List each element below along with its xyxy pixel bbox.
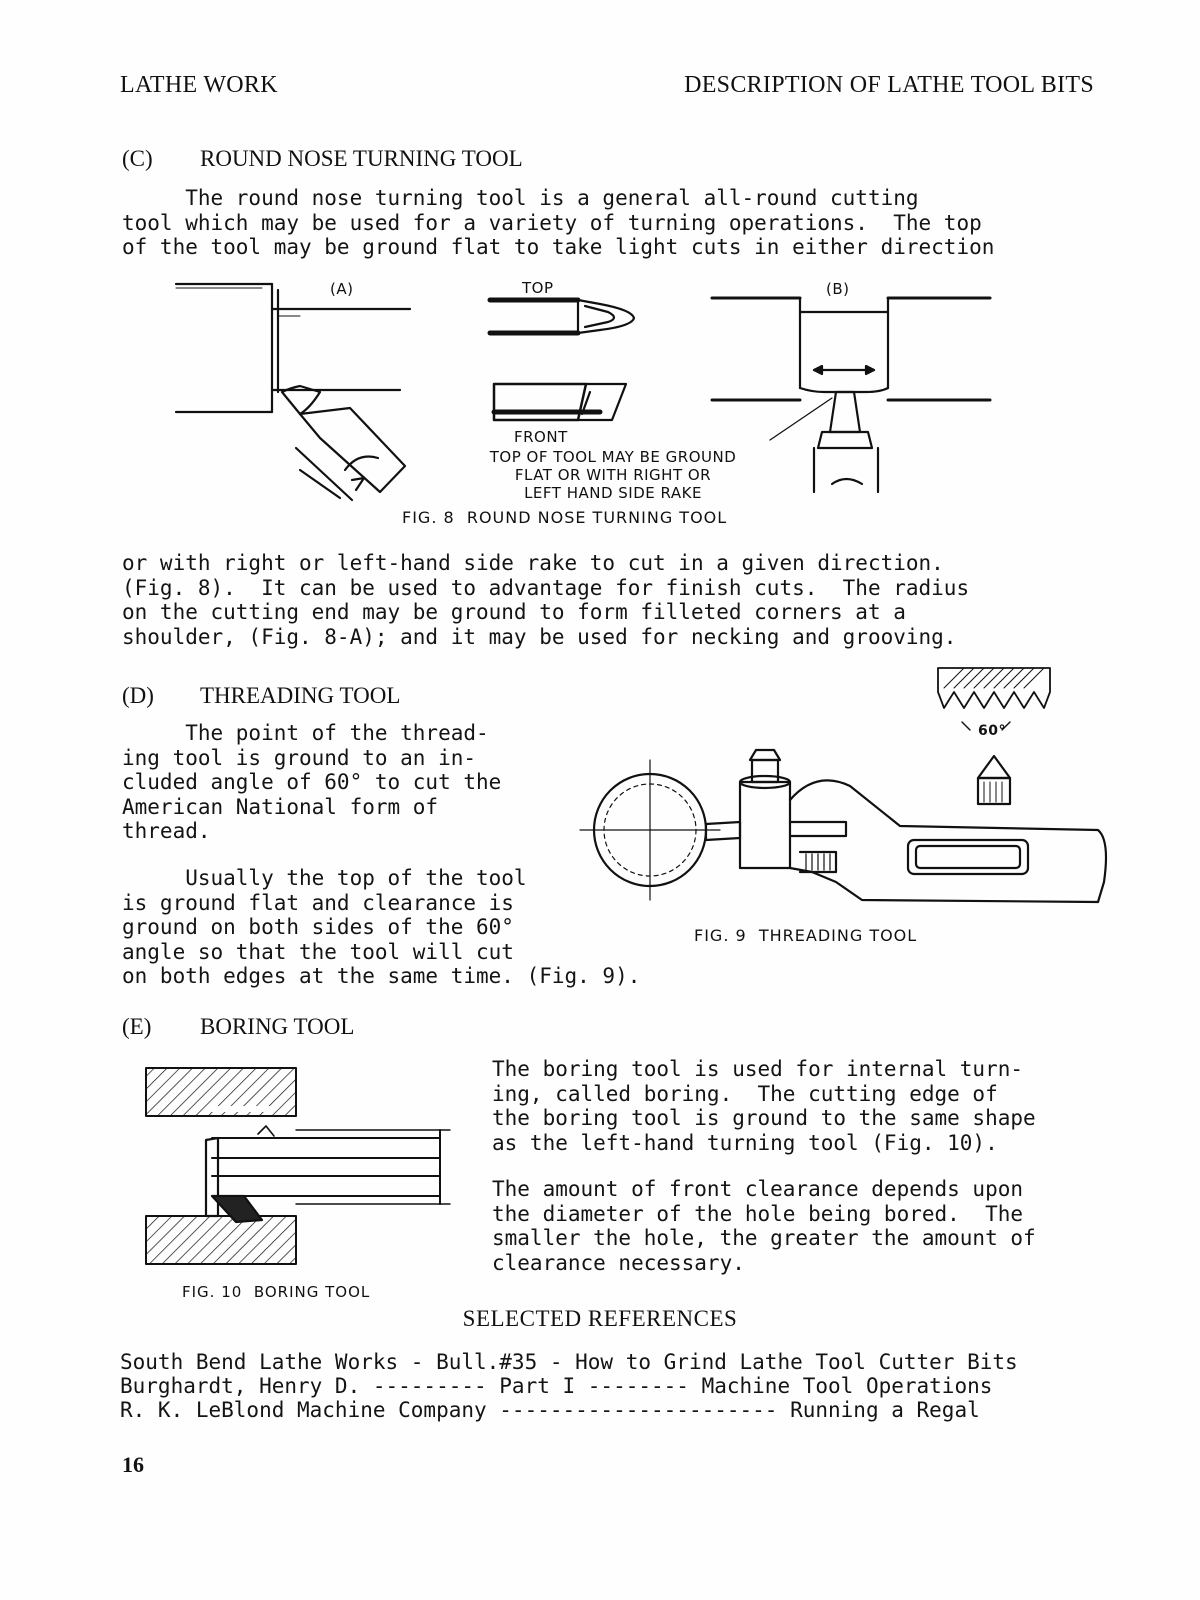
reference-line-3: R. K. LeBlond Machine Company ---------------------- Running a Regal bbox=[120, 1398, 980, 1422]
section-d-letter: (D) bbox=[122, 683, 154, 708]
section-e-letter: (E) bbox=[122, 1014, 152, 1039]
reference-line-2: Burghardt, Henry D. --------- Part I -------- Machine Tool Operations bbox=[120, 1374, 993, 1398]
fig8-label-top: TOP bbox=[522, 279, 554, 297]
fig10-caption: FIG. 10 BORING TOOL bbox=[182, 1283, 371, 1301]
section-d-paragraph-2: Usually the top of the tool is ground flat and clearance is ground on both sides of the 60° angle so that the tool will cut on both edges at the same time. (Fig. 9). bbox=[122, 866, 641, 988]
section-d-paragraph-1: The point of the thread- ing tool is ground to an in- cluded angle of 60° to cut the American National form of thread. bbox=[122, 721, 502, 843]
section-e-paragraph-1: The boring tool is used for internal turn- ing, called boring. The cutting edge of the boring tool is ground to the same shape as the left-hand turning tool (Fig. 10). bbox=[492, 1057, 1036, 1155]
fig9-angle-label: 60° bbox=[978, 723, 1006, 739]
references-heading: SELECTED REFERENCES bbox=[462, 1306, 738, 1331]
section-c-paragraph-1: The round nose turning tool is a general all-round cutting tool which may be used for a variety of turning operations. The top of the tool may be ground flat to take light cuts in either direction bbox=[122, 186, 995, 259]
section-e-title: BORING TOOL bbox=[200, 1014, 355, 1039]
fig10-boring-drawing bbox=[146, 1068, 450, 1264]
fig8-caption: FIG. 8 ROUND NOSE TURNING TOOL bbox=[402, 508, 728, 527]
section-c-paragraph-2: or with right or left-hand side rake to cut in a given direction. (Fig. 8). It can be used to advantage for finish cuts. The radius on the cutting end may be ground to form filleted corners at a shoulder, (Fig. 8-A); and it may be used for necking and grooving. bbox=[122, 551, 970, 649]
running-header-right: DESCRIPTION OF LATHE TOOL BITS bbox=[684, 72, 1094, 98]
section-c-title: ROUND NOSE TURNING TOOL bbox=[200, 146, 523, 171]
fig8-label-a: (A) bbox=[330, 280, 354, 298]
reference-line-1: South Bend Lathe Works - Bull.#35 - How to Grind Lathe Tool Cutter Bits bbox=[120, 1350, 1018, 1374]
running-header-left: LATHE WORK bbox=[120, 72, 278, 98]
fig8-note: TOP OF TOOL MAY BE GROUND FLAT OR WITH RIGHT OR LEFT HAND SIDE RAKE bbox=[489, 448, 737, 502]
section-d-title: THREADING TOOL bbox=[200, 683, 401, 708]
section-c-letter: (C) bbox=[122, 146, 153, 171]
fig9-caption: FIG. 9 THREADING TOOL bbox=[694, 926, 918, 945]
fig8-label-front: FRONT bbox=[514, 428, 568, 446]
section-e-paragraph-2: The amount of front clearance depends upon the diameter of the hole being bored. The smaller the hole, the greater the amount of clearance necessary. bbox=[492, 1177, 1036, 1275]
page-number: 16 bbox=[122, 1452, 144, 1477]
fig8-label-b: (B) bbox=[826, 280, 850, 298]
